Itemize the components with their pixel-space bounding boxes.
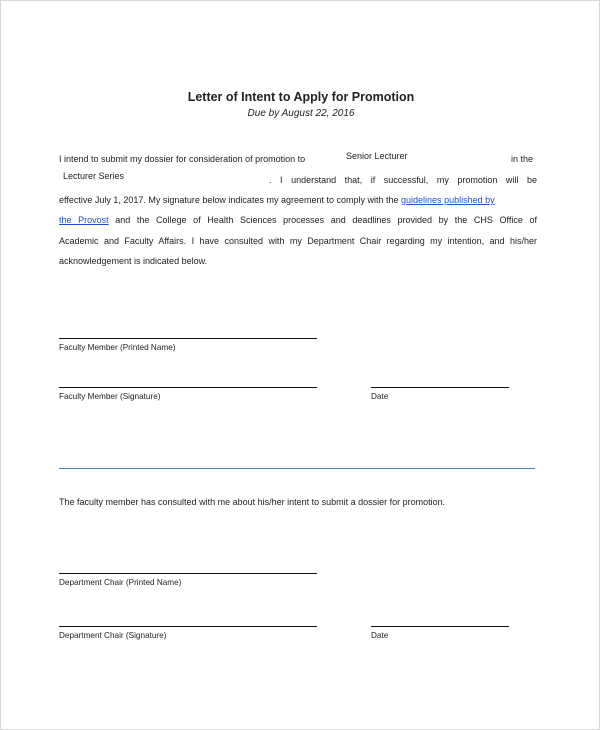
chair-date-line[interactable] (371, 626, 509, 627)
intro-line-4 (59, 215, 537, 225)
intro-line-3-text: effective July 1, 2017. My signature below indicates my agreement to comply with the (59, 195, 399, 205)
faculty-printed-name-label: Faculty Member (Printed Name) (59, 343, 176, 352)
intro-line-4-text: and the College of Health Sciences processes and deadlines provided by the CHS Office of (108, 215, 537, 225)
faculty-signature-label: Faculty Member (Signature) (59, 392, 161, 401)
chair-statement: The faculty member has consulted with me about his/her intent to submit a dossier for promotion. (59, 497, 446, 507)
intro-line-1: I intend to submit my dossier for consideration of promotion to (59, 154, 306, 164)
rank-field[interactable]: Senior Lecturer (346, 151, 408, 161)
guidelines-link-part2[interactable]: the Provost (59, 215, 109, 225)
faculty-date-line[interactable] (371, 387, 509, 388)
section-divider (59, 468, 535, 469)
intro-line-1-end: in the (511, 154, 534, 164)
intro-line-3 (59, 195, 537, 205)
faculty-date-label: Date (371, 392, 389, 401)
intro-line-5: Academic and Faculty Affairs. I have consulted with my Department Chair regarding my intention, and his/her (59, 236, 537, 246)
chair-date-label: Date (371, 631, 389, 640)
chair-printed-name-line[interactable] (59, 573, 317, 574)
series-field[interactable]: Lecturer Series (63, 171, 125, 181)
page-title: Letter of Intent to Apply for Promotion (187, 90, 415, 104)
chair-signature-line[interactable] (59, 626, 317, 627)
chair-printed-name-label: Department Chair (Printed Name) (59, 578, 182, 587)
guidelines-link-part1[interactable]: guidelines published by (401, 195, 495, 205)
chair-signature-label: Department Chair (Signature) (59, 631, 167, 640)
intro-line-2: . I understand that, if successful, my promotion will be (269, 175, 537, 185)
faculty-printed-name-line[interactable] (59, 338, 317, 339)
faculty-signature-line[interactable] (59, 387, 317, 388)
due-date-subtitle: Due by August 22, 2016 (247, 108, 355, 119)
intro-line-6: acknowledgement is indicated below. (59, 256, 208, 266)
